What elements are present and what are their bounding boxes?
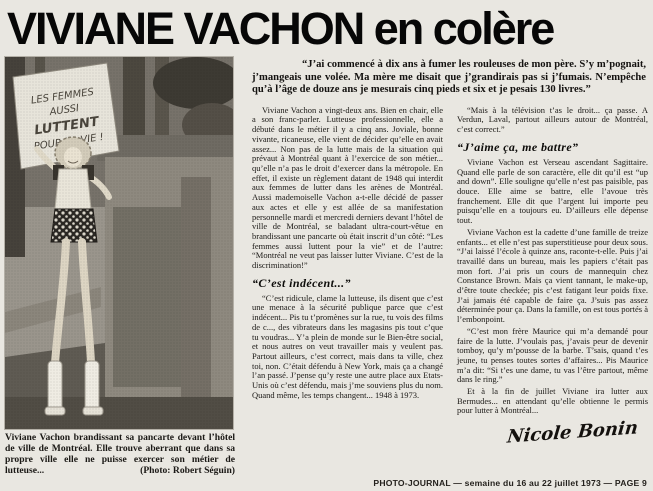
paragraph: Viviane Vachon a vingt-deux ans. Bien en chair, elle a son franc-parler. Lutteuse professionnelle, elle a débuté dans le métier il y a cinq ans. Joviale, bonne vivante, ricaneuse, elle vient de décider qu’elle en avait assez... Non pas de la lutte mais de la situation qui prévaut à Montréal quant à l’exercice de son métier... qu’elle n’a pas le droit d’exercer dans la métropole. En effet, il existe un règlement datant de 1948 qui interdit aux femmes de lutter dans les arènes de Montréal. Aussi mademoiselle Vachon a-t-elle décidé de passer aux actes et elle y est allée de sa manifestation personnelle mardi et mercredi derniers devant l’hôtel de ville de Montréal, se baladant ultra-court-vêtue en brandissant une pancarte où était inscrit d’un côté: “Les femmes aussi luttent pour la vie” et de l’autre: “Montréal ne veut pas laisser lutter Viviane. C’est de la discrimination!” <box>252 104 443 271</box>
caption-text: Viviane Vachon brandissant sa pancarte devant l’hôtel de ville de Montréal. Elle trouve aberrant que dans sa propre ville elle ne puisse exercer son métier de lutteuse... <box>5 432 235 476</box>
page-title <box>0 0 653 54</box>
photo-caption <box>5 432 235 476</box>
page-footer: PHOTO-JOURNAL — semaine du 16 au 22 juillet 1973 — PAGE 9 <box>373 478 647 488</box>
subhead-jaime-ca-me-battre: “J’aime ça, me battre” <box>457 139 579 154</box>
paragraph: Viviane Vachon est Verseau ascendant Sagittaire. Quand elle parle de son caractère, elle dit qu’il est “up and down”. Elle souligne qu’elle n’est pas paisible, pas douce. Elle aime se battre, elle l’avoue très franchement. Elle dit que l’argent lui importe peu puisqu’elle en a toujours eu. D’ailleurs elle dépense tout. <box>457 156 648 226</box>
article-column <box>242 57 648 476</box>
paragraph: Et à la fin de juillet Viviane ira lutter aux Bermudes... en attendant qu’elle obtienne le permis pour lutter à Montréal... <box>457 386 648 416</box>
photo-illustration <box>5 57 233 429</box>
body-columns <box>242 104 648 448</box>
author-name: Nicole Bonin <box>505 417 639 448</box>
photo-column <box>5 57 235 476</box>
subhead-cest-indecent: “C’est indécent...” <box>252 275 351 290</box>
main-layout <box>0 54 653 476</box>
photo-credit: (Photo: Robert Séguin) <box>140 465 235 476</box>
author-signature <box>457 417 639 448</box>
headline-rest: en colère <box>363 3 554 54</box>
body-column-2 <box>457 104 648 448</box>
headline-main: VIVIANE VACHON <box>7 3 364 54</box>
article-photo <box>5 57 233 429</box>
paragraph: “C’est ridicule, clame la lutteuse, ils disent que c’est une menace à la sécurité publique parce que c’est indécent... Pis tu t’promènes sur la rue, tu vois des films de c..., des vibrateurs dans les magasins pis tout c’que tu voudras... Y’a plein de monde sur le Bien-être social, et nous autres on veut travailler mais y veulent pas. Partout ailleurs, c’est correct, mais dans ta ville, chez toi, non. C’était défendu à New York, mais ça a changé l’an passé. J’pense qu’y reste une autre place aux Etats-Unis où c’est défendu, mais j’me souviens plus du nom. Quand même, les temps changent... 1948 à 1973. <box>252 292 443 400</box>
paragraph: Viviane Vachon est la cadette d’une famille de treize enfants... et elle n’est pas superstitieuse pour deux sous. “J’ai laissé l’école à quinze ans, raconte-t-elle. Puis j’ai travaillé dans un bureau, mais les papiers c’était pas mon fort. J’ai pris un cours de mannequin chez Constance Brown. Mais ça vient tannant, le make-up, d’être toute checkée; pis c’est fatigant leur poids fixe. J’ai jamais été capable de faire ça. J’suis pas assez déterminée pour ça. Dans la famille, on est tous portés à l’embonpoint. <box>457 226 648 325</box>
halftone-overlay <box>5 57 233 429</box>
body-column-1 <box>252 106 443 443</box>
intro-quote: “J’ai commencé à dix ans à fumer les rouleuses de mon père. S’y m’pognait, j’mangeais une volée. Ma mère me disait que j’grandirais pas si j’fumais. N’empêche qu’à l’âge de douze ans je mesurais cinq pieds et six et je pesais 130 livres.” <box>252 59 646 96</box>
paragraph: “Mais à la télévision t’as le droit... ça passe. A Verdun, Laval, partout ailleurs autour de Montréal, c’est correct.” <box>457 104 648 135</box>
paragraph: “C’est mon frère Maurice qui m’a demandé pour faire de la lutte. J’voulais pas, j’avais peur de devenir tomboy, qu’y m’pousse de la barbe. T’sais, quand t’es jeune, tu penses toutes sortes d’affaires... Pis Maurice m’a dit: “Si t’es une dame, tu vas l’être partout, même dans le ring.” <box>457 325 648 385</box>
